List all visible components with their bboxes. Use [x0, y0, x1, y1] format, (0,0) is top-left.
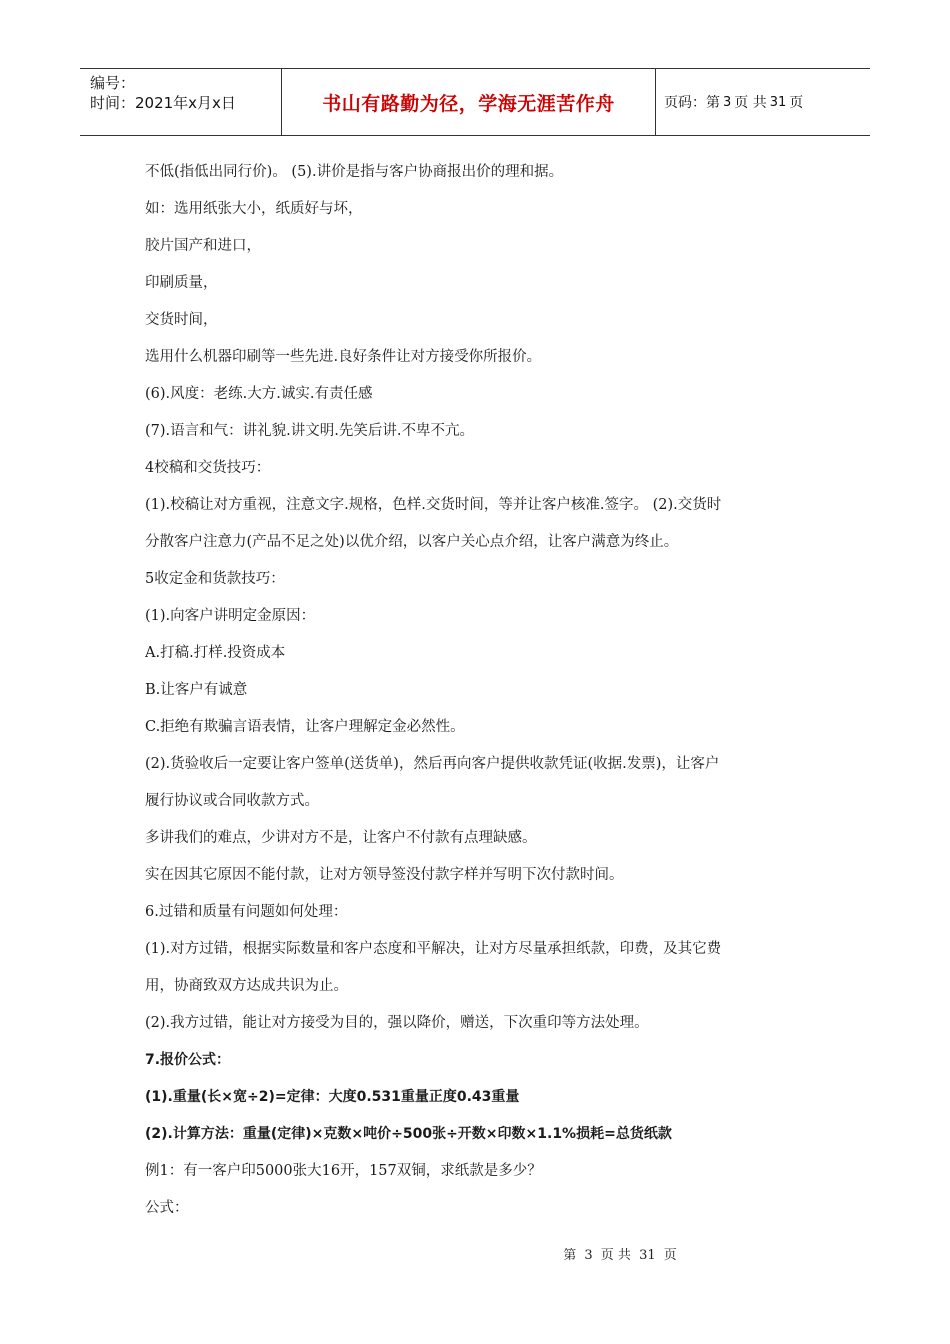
text-line: 4校稿和交货技巧： [145, 460, 271, 476]
text-line: 交货时间， [145, 312, 218, 328]
date-label: 时间：2021年x月x日 [90, 94, 236, 112]
text-line: (7).语言和气：讲礼貌.讲文明.先笑后讲.不卑不亢。 [145, 423, 474, 439]
text-line: C.拒绝有欺骗言语表情，让客户理解定金必然性。 [145, 719, 465, 735]
page-footer [0, 1244, 950, 1263]
footer-total: 31 [639, 1248, 656, 1263]
text-line: (1).重量(长×宽÷2)=定律：大度0.531重量正度0.43重量 [145, 1089, 520, 1105]
text-line: (1).对方过错，根据实际数量和客户态度和平解决，让对方尽量承担纸款，印费，及其它费 [145, 941, 722, 957]
page-current: 3 [723, 94, 732, 110]
text-line: 胶片国产和进口， [145, 238, 261, 254]
text-line: B.让客户有诚意 [145, 682, 248, 698]
page-header [80, 68, 870, 136]
text-line: 5收定金和货款技巧： [145, 571, 285, 587]
text-line: A.打稿.打样.投资成本 [145, 645, 286, 661]
text-line: 公式： [145, 1200, 189, 1216]
text-line: (6).风度：老练.大方.诚实.有责任感 [145, 386, 373, 402]
text-line: 多讲我们的难点，少讲对方不是，让客户不付款有点理缺感。 [145, 830, 537, 846]
text-line: (2).货验收后一定要让客户签单(送货单)，然后再向客户提供收款凭证(收据.发票)，让客户 [145, 756, 720, 772]
text-line: 6.过错和质量有问题如何处理： [145, 904, 348, 920]
text-line: (2).计算方法：重量(定律)×克数×吨价÷500张÷开数×印数×1.1%损耗=总货纸款 [145, 1126, 672, 1142]
text-line: 如：选用纸张大小，纸质好与坏， [145, 201, 363, 217]
footer-current: 3 [584, 1248, 593, 1263]
header-meta [80, 69, 282, 135]
text-line: 7.报价公式： [145, 1052, 231, 1068]
page-prefix: 页码：第 [664, 95, 720, 111]
text-line: 不低(指低出同行价)。 (5).讲价是指与客户协商报出价的理和据。 [145, 164, 564, 180]
header-motto: 书山有路勤为径，学海无涯苦作舟 [282, 69, 656, 135]
text-line: 实在因其它原因不能付款，让对方领导签没付款字样并写明下次付款时间。 [145, 867, 624, 883]
footer-suffix: 页 [663, 1248, 677, 1263]
footer-prefix: 第 [563, 1248, 577, 1263]
text-line: 分散客户注意力(产品不足之处)以优介绍，以客户关心点介绍，让客户满意为终止。 [145, 534, 679, 550]
serial-label: 编号： [90, 74, 136, 92]
text-line: 履行协议或合同收款方式。 [145, 793, 319, 809]
header-page-info [656, 69, 870, 135]
text-line: (1).向客户讲明定金原因： [145, 608, 316, 624]
text-line: 选用什么机器印刷等一些先进.良好条件让对方接受你所报价。 [145, 349, 542, 365]
text-line: 用，协商致双方达成共识为止。 [145, 978, 348, 994]
text-line: (2).我方过错，能让对方接受为目的，强以降价，赠送，下次重印等方法处理。 [145, 1015, 649, 1031]
text-line: 印刷质量， [145, 275, 218, 291]
page-total: 31 [769, 94, 787, 110]
text-line: 例1：有一客户印5000张大16开，157双铜，求纸款是多少？ [145, 1163, 542, 1179]
page-suffix: 页 [789, 95, 804, 111]
document-body [145, 154, 815, 1227]
page-mid: 页 共 [734, 95, 767, 111]
text-line: (1).校稿让对方重视，注意文字.规格，色样.交货时间，等并让客户核准.签字。 (2).交货时 [145, 497, 722, 513]
footer-mid: 页 共 [600, 1248, 631, 1263]
